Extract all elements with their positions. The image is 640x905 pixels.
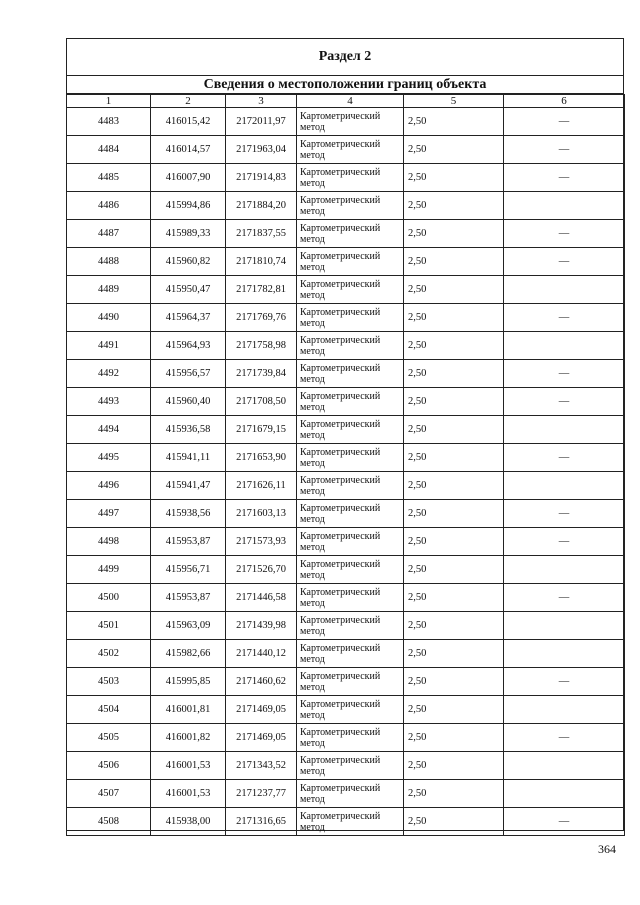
tolerance-cell: 2,50 bbox=[404, 444, 504, 472]
point-number-cell: 4492 bbox=[67, 360, 151, 388]
x-coordinate-cell: 416001,82 bbox=[151, 724, 226, 752]
x-coordinate-cell: 415941,11 bbox=[151, 444, 226, 472]
description-cell: — bbox=[504, 388, 625, 416]
method-cell: Картометрический метод bbox=[297, 108, 404, 136]
x-coordinate-cell: 416007,90 bbox=[151, 164, 226, 192]
method-cell: Картометрический метод bbox=[297, 584, 404, 612]
description-cell: — bbox=[504, 724, 625, 752]
table-row bbox=[67, 416, 625, 444]
x-coordinate-cell: 416001,81 bbox=[151, 696, 226, 724]
y-coordinate-cell: 2171573,93 bbox=[226, 528, 297, 556]
x-coordinate-cell: 415963,09 bbox=[151, 612, 226, 640]
table-row bbox=[67, 276, 625, 304]
tolerance-cell: 2,50 bbox=[404, 612, 504, 640]
tolerance-cell: 2,50 bbox=[404, 724, 504, 752]
y-coordinate-cell: 2171963,04 bbox=[226, 136, 297, 164]
tolerance-cell: 2,50 bbox=[404, 248, 504, 276]
table-row bbox=[67, 360, 625, 388]
method-cell: Картометрический метод bbox=[297, 780, 404, 808]
tolerance-cell: 2,50 bbox=[404, 136, 504, 164]
tolerance-cell: 2,50 bbox=[404, 220, 504, 248]
table-row bbox=[67, 332, 625, 360]
x-coordinate-cell: 415941,47 bbox=[151, 472, 226, 500]
point-number-cell: 4491 bbox=[67, 332, 151, 360]
tolerance-cell: 2,50 bbox=[404, 276, 504, 304]
y-coordinate-cell: 2171526,70 bbox=[226, 556, 297, 584]
x-coordinate-cell: 415989,33 bbox=[151, 220, 226, 248]
table-row bbox=[67, 108, 625, 136]
y-coordinate-cell: 2171837,55 bbox=[226, 220, 297, 248]
x-coordinate-cell: 415938,00 bbox=[151, 808, 226, 836]
y-coordinate-cell: 2171603,13 bbox=[226, 500, 297, 528]
y-coordinate-cell: 2171782,81 bbox=[226, 276, 297, 304]
method-cell: Картометрический метод bbox=[297, 444, 404, 472]
description-cell: — bbox=[504, 668, 625, 696]
column-header: 6 bbox=[504, 95, 625, 108]
x-coordinate-cell: 416014,57 bbox=[151, 136, 226, 164]
point-number-cell: 4500 bbox=[67, 584, 151, 612]
tolerance-cell: 2,50 bbox=[404, 752, 504, 780]
method-cell: Картометрический метод bbox=[297, 472, 404, 500]
description-cell: — bbox=[504, 808, 625, 836]
table-row bbox=[67, 528, 625, 556]
point-number-cell: 4501 bbox=[67, 612, 151, 640]
y-coordinate-cell: 2171460,62 bbox=[226, 668, 297, 696]
column-header: 2 bbox=[151, 95, 226, 108]
description-cell: — bbox=[504, 444, 625, 472]
table-row bbox=[67, 220, 625, 248]
y-coordinate-cell: 2171914,83 bbox=[226, 164, 297, 192]
x-coordinate-cell: 415960,40 bbox=[151, 388, 226, 416]
section-title: Раздел 2 bbox=[66, 38, 624, 76]
point-number-cell: 4490 bbox=[67, 304, 151, 332]
description-cell bbox=[504, 780, 625, 808]
description-cell bbox=[504, 276, 625, 304]
point-number-cell: 4483 bbox=[67, 108, 151, 136]
tolerance-cell: 2,50 bbox=[404, 528, 504, 556]
y-coordinate-cell: 2171810,74 bbox=[226, 248, 297, 276]
method-cell: Картометрический метод bbox=[297, 360, 404, 388]
x-coordinate-cell: 415982,66 bbox=[151, 640, 226, 668]
tolerance-cell: 2,50 bbox=[404, 584, 504, 612]
description-cell bbox=[504, 752, 625, 780]
table-row bbox=[67, 780, 625, 808]
y-coordinate-cell: 2172011,97 bbox=[226, 108, 297, 136]
x-coordinate-cell: 415964,37 bbox=[151, 304, 226, 332]
x-coordinate-cell: 416001,53 bbox=[151, 780, 226, 808]
table-row bbox=[67, 388, 625, 416]
table-row bbox=[67, 304, 625, 332]
point-number-cell: 4495 bbox=[67, 444, 151, 472]
x-coordinate-cell: 415938,56 bbox=[151, 500, 226, 528]
y-coordinate-cell: 2171653,90 bbox=[226, 444, 297, 472]
y-coordinate-cell: 2171679,15 bbox=[226, 416, 297, 444]
description-cell bbox=[504, 332, 625, 360]
column-header: 5 bbox=[404, 95, 504, 108]
point-number-cell: 4487 bbox=[67, 220, 151, 248]
description-cell: — bbox=[504, 136, 625, 164]
description-cell: — bbox=[504, 304, 625, 332]
method-cell: Картометрический метод bbox=[297, 304, 404, 332]
x-coordinate-cell: 415960,82 bbox=[151, 248, 226, 276]
tolerance-cell: 2,50 bbox=[404, 696, 504, 724]
page-number: 364 bbox=[598, 842, 616, 856]
method-cell: Картометрический метод bbox=[297, 248, 404, 276]
description-cell: — bbox=[504, 108, 625, 136]
y-coordinate-cell: 2171884,20 bbox=[226, 192, 297, 220]
x-coordinate-cell: 415936,58 bbox=[151, 416, 226, 444]
x-coordinate-cell: 415950,47 bbox=[151, 276, 226, 304]
table-row bbox=[67, 696, 625, 724]
table-row bbox=[67, 192, 625, 220]
point-number-cell: 4508 bbox=[67, 808, 151, 836]
y-coordinate-cell: 2171237,77 bbox=[226, 780, 297, 808]
y-coordinate-cell: 2171469,05 bbox=[226, 724, 297, 752]
description-cell bbox=[504, 640, 625, 668]
description-cell: — bbox=[504, 220, 625, 248]
x-coordinate-cell: 415956,57 bbox=[151, 360, 226, 388]
description-cell: — bbox=[504, 500, 625, 528]
method-cell: Картометрический метод bbox=[297, 556, 404, 584]
tolerance-cell: 2,50 bbox=[404, 388, 504, 416]
tolerance-cell: 2,50 bbox=[404, 332, 504, 360]
table-row bbox=[67, 248, 625, 276]
point-number-cell: 4499 bbox=[67, 556, 151, 584]
method-cell: Картометрический метод bbox=[297, 528, 404, 556]
y-coordinate-cell: 2171446,58 bbox=[226, 584, 297, 612]
point-number-cell: 4502 bbox=[67, 640, 151, 668]
y-coordinate-cell: 2171626,11 bbox=[226, 472, 297, 500]
tolerance-cell: 2,50 bbox=[404, 416, 504, 444]
method-cell: Картометрический метод bbox=[297, 612, 404, 640]
method-cell: Картометрический метод bbox=[297, 724, 404, 752]
description-cell bbox=[504, 696, 625, 724]
y-coordinate-cell: 2171469,05 bbox=[226, 696, 297, 724]
method-cell: Картометрический метод bbox=[297, 696, 404, 724]
tolerance-cell: 2,50 bbox=[404, 108, 504, 136]
description-cell: — bbox=[504, 360, 625, 388]
method-cell: Картометрический метод bbox=[297, 808, 404, 836]
point-number-cell: 4489 bbox=[67, 276, 151, 304]
table-row bbox=[67, 584, 625, 612]
tolerance-cell: 2,50 bbox=[404, 472, 504, 500]
point-number-cell: 4496 bbox=[67, 472, 151, 500]
method-cell: Картометрический метод bbox=[297, 388, 404, 416]
method-cell: Картометрический метод bbox=[297, 164, 404, 192]
point-number-cell: 4497 bbox=[67, 500, 151, 528]
tolerance-cell: 2,50 bbox=[404, 556, 504, 584]
table-row bbox=[67, 668, 625, 696]
y-coordinate-cell: 2171739,84 bbox=[226, 360, 297, 388]
method-cell: Картометрический метод bbox=[297, 640, 404, 668]
table-row bbox=[67, 808, 625, 836]
method-cell: Картометрический метод bbox=[297, 136, 404, 164]
point-number-cell: 4498 bbox=[67, 528, 151, 556]
point-number-cell: 4506 bbox=[67, 752, 151, 780]
description-cell bbox=[504, 612, 625, 640]
point-number-cell: 4488 bbox=[67, 248, 151, 276]
tolerance-cell: 2,50 bbox=[404, 668, 504, 696]
method-cell: Картометрический метод bbox=[297, 752, 404, 780]
column-header: 4 bbox=[297, 95, 404, 108]
description-cell: — bbox=[504, 248, 625, 276]
x-coordinate-cell: 415956,71 bbox=[151, 556, 226, 584]
tolerance-cell: 2,50 bbox=[404, 640, 504, 668]
description-cell bbox=[504, 192, 625, 220]
method-cell: Картометрический метод bbox=[297, 332, 404, 360]
x-coordinate-cell: 415953,87 bbox=[151, 528, 226, 556]
method-cell: Картометрический метод bbox=[297, 220, 404, 248]
method-cell: Картометрический метод bbox=[297, 500, 404, 528]
y-coordinate-cell: 2171708,50 bbox=[226, 388, 297, 416]
tolerance-cell: 2,50 bbox=[404, 360, 504, 388]
boundary-points-table bbox=[66, 94, 625, 836]
column-header: 3 bbox=[226, 95, 297, 108]
method-cell: Картометрический метод bbox=[297, 276, 404, 304]
tolerance-cell: 2,50 bbox=[404, 808, 504, 836]
column-number-row bbox=[67, 95, 625, 108]
table-row bbox=[67, 752, 625, 780]
column-header: 1 bbox=[67, 95, 151, 108]
x-coordinate-cell: 415953,87 bbox=[151, 584, 226, 612]
description-cell bbox=[504, 556, 625, 584]
x-coordinate-cell: 415994,86 bbox=[151, 192, 226, 220]
description-cell bbox=[504, 472, 625, 500]
description-cell bbox=[504, 416, 625, 444]
y-coordinate-cell: 2171758,98 bbox=[226, 332, 297, 360]
x-coordinate-cell: 416001,53 bbox=[151, 752, 226, 780]
point-number-cell: 4503 bbox=[67, 668, 151, 696]
x-coordinate-cell: 415964,93 bbox=[151, 332, 226, 360]
tolerance-cell: 2,50 bbox=[404, 780, 504, 808]
x-coordinate-cell: 415995,85 bbox=[151, 668, 226, 696]
y-coordinate-cell: 2171316,65 bbox=[226, 808, 297, 836]
description-cell: — bbox=[504, 528, 625, 556]
tolerance-cell: 2,50 bbox=[404, 500, 504, 528]
point-number-cell: 4485 bbox=[67, 164, 151, 192]
point-number-cell: 4507 bbox=[67, 780, 151, 808]
point-number-cell: 4504 bbox=[67, 696, 151, 724]
table-row bbox=[67, 612, 625, 640]
description-cell: — bbox=[504, 164, 625, 192]
y-coordinate-cell: 2171440,12 bbox=[226, 640, 297, 668]
point-number-cell: 4505 bbox=[67, 724, 151, 752]
y-coordinate-cell: 2171439,98 bbox=[226, 612, 297, 640]
table-row bbox=[67, 640, 625, 668]
point-number-cell: 4493 bbox=[67, 388, 151, 416]
table-row bbox=[67, 500, 625, 528]
description-cell: — bbox=[504, 584, 625, 612]
method-cell: Картометрический метод bbox=[297, 416, 404, 444]
tolerance-cell: 2,50 bbox=[404, 192, 504, 220]
method-cell: Картометрический метод bbox=[297, 668, 404, 696]
tolerance-cell: 2,50 bbox=[404, 304, 504, 332]
table-row bbox=[67, 164, 625, 192]
point-number-cell: 4484 bbox=[67, 136, 151, 164]
method-cell: Картометрический метод bbox=[297, 192, 404, 220]
y-coordinate-cell: 2171769,76 bbox=[226, 304, 297, 332]
table-row bbox=[67, 556, 625, 584]
table-row bbox=[67, 724, 625, 752]
table-subtitle: Сведения о местоположении границ объекта bbox=[66, 76, 624, 94]
x-coordinate-cell: 416015,42 bbox=[151, 108, 226, 136]
point-number-cell: 4486 bbox=[67, 192, 151, 220]
table-row bbox=[67, 136, 625, 164]
table-row bbox=[67, 472, 625, 500]
y-coordinate-cell: 2171343,52 bbox=[226, 752, 297, 780]
point-number-cell: 4494 bbox=[67, 416, 151, 444]
tolerance-cell: 2,50 bbox=[404, 164, 504, 192]
table-body bbox=[67, 108, 625, 836]
table-row bbox=[67, 444, 625, 472]
